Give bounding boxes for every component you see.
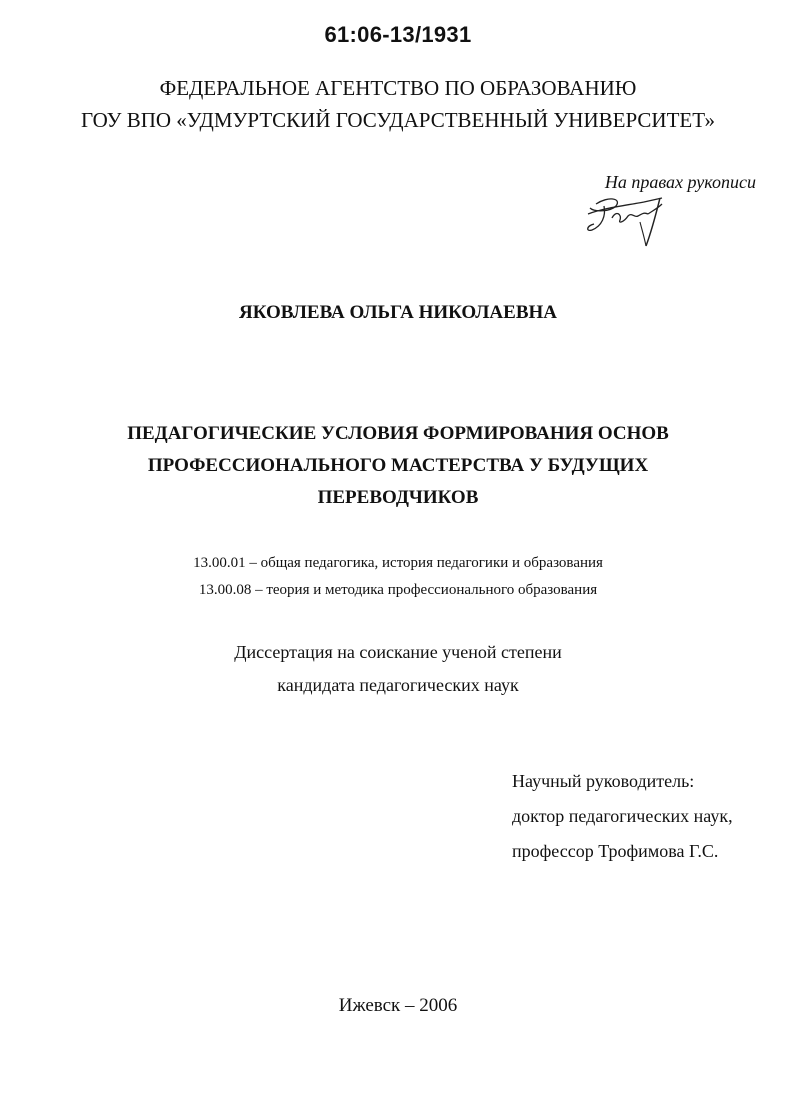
specialty-codes [0, 550, 796, 604]
supervisor-name: профессор Трофимова Г.С. [512, 841, 719, 861]
supervisor-block [512, 764, 733, 869]
supervisor-degree: доктор педагогических наук, [512, 806, 733, 826]
city-year: Ижевск – 2006 [338, 995, 458, 1016]
signature-icon [582, 192, 674, 250]
specialty-line: 13.00.01 – общая педагогика, история педагогики и образования [193, 555, 603, 571]
degree-statement [0, 636, 796, 702]
title-line: ПЕРЕВОДЧИКОВ [317, 487, 479, 508]
organization-line-1: ФЕДЕРАЛЬНОЕ АГЕНТСТВО ПО ОБРАЗОВАНИЮ [159, 76, 637, 100]
specialty-line: 13.00.08 – теория и методика профессионального образования [198, 582, 598, 598]
author-name: ЯКОВЛЕВА ОЛЬГА НИКОЛАЕВНА [239, 302, 557, 323]
manuscript-note: На правах рукописи [604, 172, 756, 192]
organization-line-2: ГОУ ВПО «УДМУРТСКИЙ ГОСУДАРСТВЕННЫЙ УНИВЕРСИТЕТ» [80, 108, 716, 132]
catalog-stamp: 61:06-13/1931 [324, 22, 472, 47]
title-line: ПЕДАГОГИЧЕСКИЕ УСЛОВИЯ ФОРМИРОВАНИЯ ОСНОВ [127, 423, 669, 444]
degree-line-1: Диссертация на соискание ученой степени [234, 642, 562, 662]
dissertation-title [100, 418, 696, 514]
title-line: ПРОФЕССИОНАЛЬНОГО МАСТЕРСТВА У БУДУЩИХ [147, 455, 649, 476]
supervisor-label: Научный руководитель: [512, 771, 695, 791]
degree-line-2: кандидата педагогических наук [277, 675, 519, 695]
